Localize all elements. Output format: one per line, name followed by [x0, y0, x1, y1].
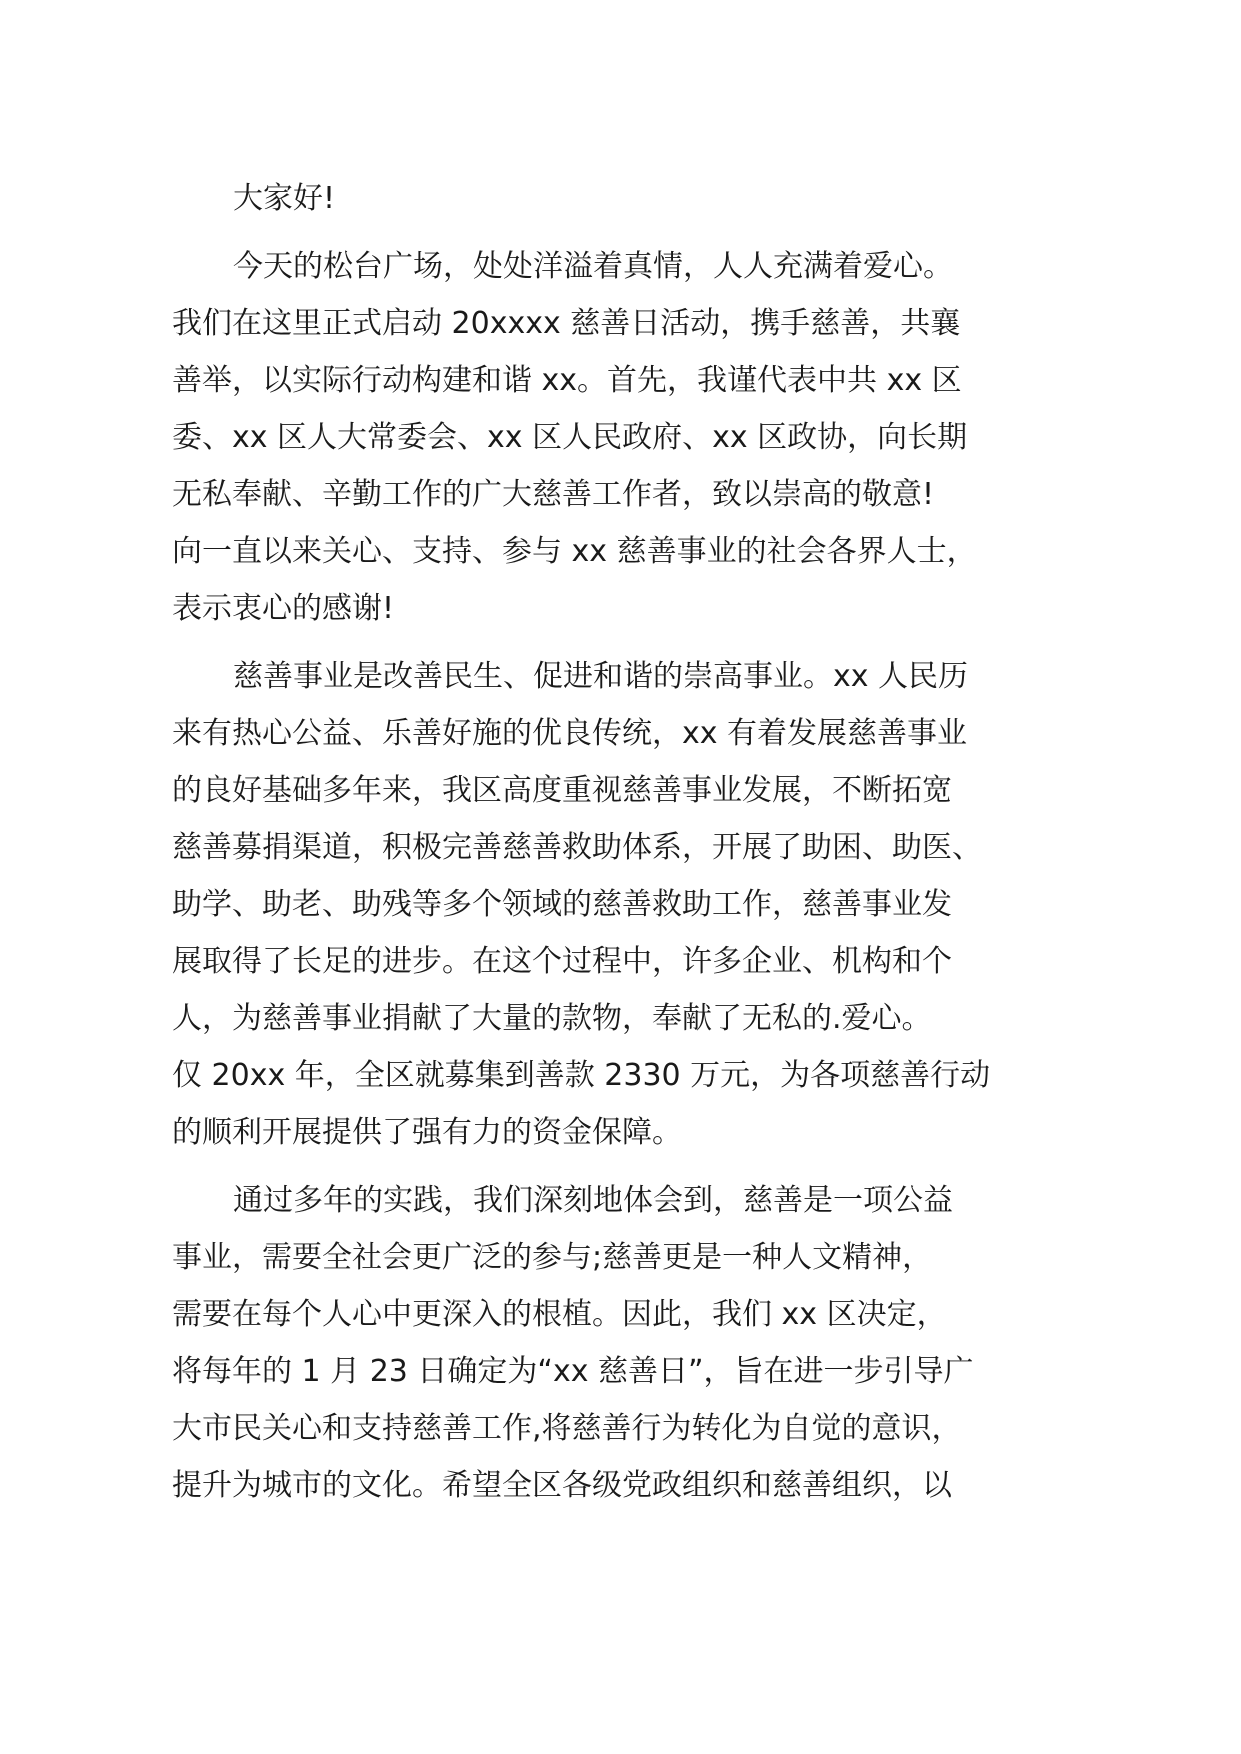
text-line: 慈善募捐渠道，积极完善慈善救助体系，开展了助困、助医、 [172, 830, 982, 865]
text-line: 大家好! [233, 181, 336, 216]
text-line: 善举，以实际行动构建和谐 xx。首先，我谨代表中共 xx 区 [172, 363, 962, 398]
text-line: 向一直以来关心、支持、参与 xx 慈善事业的社会各界人士， [172, 534, 977, 569]
text-line: 的良好基础多年来，我区高度重视慈善事业发展，不断拓宽 [172, 773, 952, 808]
text-line: 无私奉献、辛勤工作的广大慈善工作者，致以崇高的敬意! [172, 477, 935, 512]
text-line: 提升为城市的文化。希望全区各级党政组织和慈善组织，以 [172, 1468, 952, 1503]
text-line: 来有热心公益、乐善好施的优良传统，xx 有着发展慈善事业 [172, 716, 968, 751]
text-line: 表示衷心的感谢! [172, 591, 395, 626]
text-line: 将每年的 1 月 23 日确定为“xx 慈善日”，旨在进一步引导广 [172, 1354, 974, 1389]
text-line: 助学、助老、助残等多个领域的慈善救助工作，慈善事业发 [172, 887, 952, 922]
text-line: 我们在这里正式启动 20xxxx 慈善日活动，携手慈善，共襄 [172, 306, 961, 341]
text-line: 慈善事业是改善民生、促进和谐的崇高事业。xx 人民历 [233, 659, 969, 694]
text-line: 事业，需要全社会更广泛的参与;慈善更是一种人文精神， [172, 1240, 933, 1275]
text-line: 大市民关心和支持慈善工作,将慈善行为转化为自觉的意识， [172, 1411, 962, 1446]
text-line: 通过多年的实践，我们深刻地体会到，慈善是一项公益 [233, 1183, 953, 1218]
text-line: 委、xx 区人大常委会、xx 区人民政府、xx 区政协，向长期 [172, 420, 968, 455]
text-line: 人，为慈善事业捐献了大量的款物，奉献了无私的.爱心。 [172, 1001, 932, 1036]
text-line: 的顺利开展提供了强有力的资金保障。 [172, 1115, 682, 1150]
text-line: 展取得了长足的进步。在这个过程中，许多企业、机构和个 [172, 944, 952, 979]
text-line: 需要在每个人心中更深入的根植。因此，我们 xx 区决定， [172, 1297, 947, 1332]
text-line: 仅 20xx 年，全区就募集到善款 2330 万元，为各项慈善行动 [172, 1058, 991, 1093]
text-line: 今天的松台广场，处处洋溢着真情，人人充满着爱心。 [233, 249, 953, 284]
